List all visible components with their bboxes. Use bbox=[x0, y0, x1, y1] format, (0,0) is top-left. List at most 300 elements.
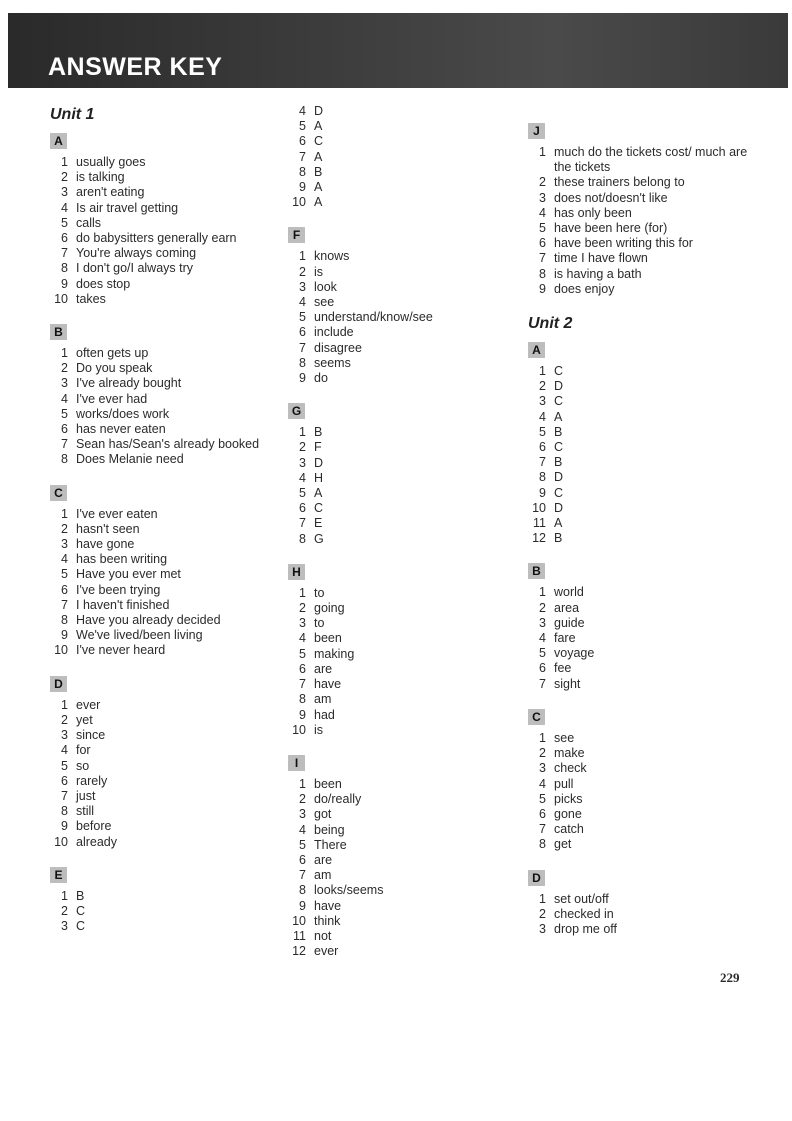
answer-item bbox=[288, 647, 503, 662]
exercise-section bbox=[288, 226, 503, 386]
item-answer: pull bbox=[554, 776, 574, 791]
item-answer: I've already bought bbox=[76, 376, 182, 391]
item-answer: set out/off bbox=[554, 891, 609, 906]
item-number: 1 bbox=[299, 425, 306, 440]
answer-item bbox=[528, 761, 758, 776]
answer-item bbox=[50, 452, 265, 467]
answer-item bbox=[50, 170, 265, 185]
answer-item bbox=[50, 201, 265, 216]
item-number: 1 bbox=[299, 776, 306, 791]
answer-item bbox=[50, 361, 265, 376]
item-answer: B bbox=[554, 424, 563, 439]
answer-item bbox=[528, 585, 758, 600]
item-answer: ever bbox=[76, 697, 101, 712]
item-number: 9 bbox=[299, 180, 306, 195]
answer-item bbox=[528, 410, 758, 425]
item-number: 10 bbox=[54, 643, 68, 658]
item-answer: Have you ever met bbox=[76, 567, 181, 582]
item-answer: usually goes bbox=[76, 155, 146, 169]
item-number: 6 bbox=[299, 134, 306, 149]
item-answer: sight bbox=[554, 676, 581, 691]
answer-item bbox=[288, 486, 503, 501]
item-number: 7 bbox=[539, 676, 546, 691]
item-number: 7 bbox=[61, 246, 68, 261]
item-number: 3 bbox=[539, 190, 546, 205]
item-number: 10 bbox=[292, 722, 306, 737]
item-answer: B bbox=[314, 164, 323, 179]
unit-title: Unit 2 bbox=[528, 315, 573, 333]
item-number: 2 bbox=[299, 601, 306, 616]
answer-item bbox=[50, 292, 265, 307]
answer-item bbox=[50, 522, 265, 537]
item-number: 6 bbox=[61, 773, 68, 788]
item-answer: not bbox=[314, 928, 332, 943]
item-number: 10 bbox=[292, 195, 306, 210]
item-answer: B bbox=[554, 455, 563, 470]
answer-item bbox=[50, 155, 265, 170]
item-answer: fee bbox=[554, 661, 572, 676]
answer-item bbox=[528, 792, 758, 807]
answer-item bbox=[50, 537, 265, 552]
item-answer: B bbox=[76, 888, 85, 903]
item-number: 4 bbox=[61, 200, 68, 215]
item-number: 2 bbox=[61, 361, 68, 376]
item-number: 6 bbox=[299, 852, 306, 867]
answer-item bbox=[528, 145, 758, 175]
exercise-section bbox=[528, 122, 758, 297]
item-answer: checked in bbox=[554, 906, 614, 921]
answer-item bbox=[50, 261, 265, 276]
item-answer: yet bbox=[76, 712, 93, 727]
item-answer: C bbox=[76, 919, 86, 934]
item-number: 3 bbox=[61, 376, 68, 391]
answer-item bbox=[50, 819, 265, 834]
item-answer: look bbox=[314, 279, 337, 294]
item-number: 2 bbox=[299, 792, 306, 807]
exercise-section bbox=[50, 675, 265, 850]
section-label: B bbox=[528, 563, 545, 579]
item-answer: C bbox=[554, 364, 564, 379]
item-answer: gone bbox=[554, 806, 582, 821]
item-answer: D bbox=[554, 500, 564, 515]
item-number: 2 bbox=[539, 175, 546, 190]
item-answer: seems bbox=[314, 355, 351, 370]
answer-item bbox=[50, 407, 265, 422]
item-answer: Do you speak bbox=[76, 361, 153, 376]
answer-item bbox=[50, 835, 265, 850]
answer-item bbox=[288, 532, 503, 547]
answer-item bbox=[528, 837, 758, 852]
section-label: A bbox=[528, 342, 545, 358]
item-number: 8 bbox=[61, 452, 68, 467]
item-answer: area bbox=[554, 600, 580, 615]
answer-item bbox=[288, 823, 503, 838]
answer-item bbox=[528, 646, 758, 661]
item-answer: still bbox=[76, 804, 95, 819]
item-answer: rarely bbox=[76, 773, 108, 788]
item-answer: to bbox=[314, 616, 325, 631]
answer-item bbox=[288, 180, 503, 195]
answer-item bbox=[528, 822, 758, 837]
item-answer: been bbox=[314, 631, 342, 646]
answer-item bbox=[50, 774, 265, 789]
item-number: 8 bbox=[61, 613, 68, 628]
section-label: B bbox=[50, 324, 67, 340]
answer-item bbox=[288, 883, 503, 898]
item-answer: A bbox=[314, 180, 323, 195]
answer-item bbox=[528, 892, 758, 907]
answer-item bbox=[528, 746, 758, 761]
answer-item bbox=[288, 899, 503, 914]
answer-item bbox=[528, 267, 758, 282]
answer-item bbox=[288, 471, 503, 486]
answer-item bbox=[288, 601, 503, 616]
section-label: C bbox=[528, 709, 545, 725]
answer-item bbox=[288, 868, 503, 883]
item-answer: does stop bbox=[76, 276, 131, 291]
item-number: 7 bbox=[61, 597, 68, 612]
exercise-section bbox=[528, 708, 758, 853]
exercise-section bbox=[50, 866, 265, 935]
page-number: 229 bbox=[720, 970, 740, 985]
item-answer: are bbox=[314, 852, 333, 867]
item-number: 11 bbox=[533, 516, 546, 531]
item-answer: world bbox=[554, 585, 584, 600]
item-answer: include bbox=[314, 325, 354, 340]
answer-item bbox=[288, 944, 503, 959]
item-number: 2 bbox=[539, 746, 546, 761]
item-answer: I haven't finished bbox=[76, 597, 170, 612]
item-number: 7 bbox=[299, 149, 306, 164]
item-number: 8 bbox=[61, 804, 68, 819]
answer-item bbox=[528, 731, 758, 746]
item-number: 5 bbox=[539, 646, 546, 661]
answer-item bbox=[288, 104, 503, 119]
item-answer: Does Melanie need bbox=[76, 452, 184, 467]
item-number: 9 bbox=[299, 371, 306, 386]
item-number: 6 bbox=[539, 661, 546, 676]
item-number: 9 bbox=[539, 485, 546, 500]
header-banner bbox=[8, 13, 788, 88]
item-number: 5 bbox=[539, 221, 546, 236]
answer-item bbox=[288, 195, 503, 210]
item-number: 4 bbox=[539, 409, 546, 424]
item-answer: check bbox=[554, 761, 587, 776]
item-number: 6 bbox=[539, 236, 546, 251]
item-answer: ever bbox=[314, 944, 339, 959]
item-number: 4 bbox=[299, 104, 306, 118]
item-answer: catch bbox=[554, 822, 584, 837]
item-answer: going bbox=[314, 601, 345, 616]
item-answer: fare bbox=[554, 631, 576, 646]
item-answer: C bbox=[314, 134, 324, 149]
item-answer: do babysitters generally earn bbox=[76, 231, 237, 246]
item-number: 3 bbox=[539, 921, 546, 936]
item-number: 9 bbox=[299, 707, 306, 722]
answer-item bbox=[288, 249, 503, 264]
answer-item bbox=[528, 455, 758, 470]
item-number: 2 bbox=[299, 440, 306, 455]
answer-item bbox=[50, 277, 265, 292]
item-number: 8 bbox=[299, 883, 306, 898]
answer-item bbox=[288, 792, 503, 807]
answer-item bbox=[528, 616, 758, 631]
item-answer: before bbox=[76, 819, 112, 834]
item-number: 2 bbox=[299, 264, 306, 279]
answer-item bbox=[528, 907, 758, 922]
item-answer: have been writing this for bbox=[554, 236, 693, 251]
item-answer: is talking bbox=[76, 170, 125, 185]
item-number: 4 bbox=[61, 552, 68, 567]
answer-item bbox=[528, 221, 758, 236]
item-answer: see bbox=[314, 295, 335, 310]
item-answer: Is air travel getting bbox=[76, 200, 179, 215]
item-number: 7 bbox=[539, 455, 546, 470]
item-answer: I've been trying bbox=[76, 582, 161, 597]
item-answer: do bbox=[314, 371, 328, 386]
answer-item bbox=[528, 206, 758, 221]
item-answer: since bbox=[76, 728, 106, 743]
item-answer: Have you already decided bbox=[76, 613, 221, 628]
item-number: 4 bbox=[539, 205, 546, 220]
exercise-section bbox=[288, 563, 503, 738]
item-answer: these trainers belong to bbox=[554, 175, 685, 190]
answer-item bbox=[528, 379, 758, 394]
answer-item bbox=[288, 708, 503, 723]
item-number: 8 bbox=[299, 531, 306, 546]
exercise-section bbox=[528, 562, 758, 691]
item-number: 5 bbox=[61, 215, 68, 230]
answer-item bbox=[50, 759, 265, 774]
answer-item bbox=[288, 501, 503, 516]
item-answer: C bbox=[554, 485, 564, 500]
answer-item bbox=[288, 295, 503, 310]
item-number: 6 bbox=[61, 422, 68, 437]
exercise-section bbox=[50, 323, 265, 468]
answer-item bbox=[528, 440, 758, 455]
item-answer: looks/seems bbox=[314, 883, 384, 898]
answer-item bbox=[50, 567, 265, 582]
answer-item bbox=[50, 919, 265, 934]
item-answer: F bbox=[314, 440, 322, 455]
section-label: H bbox=[288, 564, 305, 580]
item-number: 6 bbox=[299, 325, 306, 340]
item-number: 1 bbox=[61, 155, 68, 169]
answer-item bbox=[288, 265, 503, 280]
item-answer: am bbox=[314, 868, 332, 883]
item-answer: A bbox=[314, 486, 323, 501]
item-number: 10 bbox=[54, 834, 68, 849]
answer-item bbox=[528, 531, 758, 546]
item-answer: have bbox=[314, 677, 342, 692]
item-answer: works/does work bbox=[76, 406, 170, 421]
answer-item bbox=[288, 853, 503, 868]
section-label: A bbox=[50, 133, 67, 149]
item-number: 1 bbox=[61, 697, 68, 712]
answer-item bbox=[528, 677, 758, 692]
item-answer: C bbox=[554, 440, 564, 455]
item-answer: am bbox=[314, 692, 332, 707]
item-answer: A bbox=[554, 516, 563, 531]
answer-item bbox=[50, 643, 265, 658]
item-answer: often gets up bbox=[76, 346, 149, 361]
item-number: 2 bbox=[539, 600, 546, 615]
section-label: I bbox=[288, 755, 305, 771]
answer-item bbox=[528, 364, 758, 379]
item-answer: I've never heard bbox=[76, 643, 166, 658]
item-number: 8 bbox=[61, 261, 68, 276]
item-answer: You're always coming bbox=[76, 246, 197, 261]
item-number: 8 bbox=[299, 692, 306, 707]
item-answer: has never eaten bbox=[76, 422, 166, 437]
item-number: 10 bbox=[292, 913, 306, 928]
item-answer: for bbox=[76, 743, 91, 758]
item-answer: drop me off bbox=[554, 921, 618, 936]
item-number: 3 bbox=[539, 394, 546, 409]
item-number: 6 bbox=[299, 661, 306, 676]
item-number: 9 bbox=[61, 819, 68, 834]
item-number: 5 bbox=[299, 837, 306, 852]
item-answer: is bbox=[314, 722, 324, 737]
item-answer: do/really bbox=[314, 792, 362, 807]
exercise-section bbox=[528, 869, 758, 938]
section-label: D bbox=[528, 870, 545, 886]
item-answer: understand/know/see bbox=[314, 310, 433, 325]
section-label: J bbox=[528, 123, 545, 139]
item-answer: guide bbox=[554, 615, 585, 630]
item-answer: had bbox=[314, 707, 335, 722]
item-number: 8 bbox=[539, 470, 546, 485]
item-number: 1 bbox=[539, 730, 546, 745]
answer-item bbox=[288, 134, 503, 149]
answer-item bbox=[288, 677, 503, 692]
item-number: 3 bbox=[61, 919, 68, 934]
unit-title: Unit 1 bbox=[50, 106, 95, 123]
item-number: 10 bbox=[54, 291, 68, 306]
answer-item bbox=[50, 789, 265, 804]
item-answer: There bbox=[314, 837, 347, 852]
answer-item bbox=[288, 662, 503, 677]
answer-item bbox=[50, 889, 265, 904]
column-2 bbox=[288, 104, 503, 975]
item-answer: see bbox=[554, 730, 575, 745]
item-answer: disagree bbox=[314, 340, 362, 355]
item-answer: have gone bbox=[76, 537, 135, 552]
item-answer: takes bbox=[76, 291, 106, 306]
item-number: 3 bbox=[539, 761, 546, 776]
item-answer: A bbox=[314, 149, 323, 164]
answer-item bbox=[528, 236, 758, 251]
item-answer: make bbox=[554, 746, 585, 761]
answer-item bbox=[528, 631, 758, 646]
item-answer: are bbox=[314, 661, 333, 676]
item-number: 3 bbox=[299, 807, 306, 822]
answer-item bbox=[288, 616, 503, 631]
answer-item bbox=[50, 437, 265, 452]
item-answer: D bbox=[554, 470, 564, 485]
item-number: 4 bbox=[539, 631, 546, 646]
item-number: 4 bbox=[299, 470, 306, 485]
answer-item bbox=[50, 598, 265, 613]
answer-item bbox=[528, 394, 758, 409]
item-number: 1 bbox=[539, 145, 546, 159]
item-number: 7 bbox=[539, 822, 546, 837]
item-number: 6 bbox=[539, 806, 546, 821]
item-number: 9 bbox=[539, 281, 546, 296]
answer-item bbox=[50, 507, 265, 522]
item-answer: D bbox=[314, 455, 324, 470]
answer-item bbox=[288, 692, 503, 707]
section-label: D bbox=[50, 676, 67, 692]
answer-item bbox=[288, 516, 503, 531]
section-label: C bbox=[50, 485, 67, 501]
answer-item bbox=[288, 325, 503, 340]
item-answer: A bbox=[554, 409, 563, 424]
answer-item bbox=[50, 392, 265, 407]
item-number: 2 bbox=[61, 712, 68, 727]
item-answer: I've ever had bbox=[76, 391, 148, 406]
item-answer: already bbox=[76, 834, 117, 849]
answer-item bbox=[528, 470, 758, 485]
section-label: E bbox=[50, 867, 67, 883]
item-answer: A bbox=[314, 119, 323, 134]
item-number: 1 bbox=[299, 249, 306, 264]
item-answer: Sean has/Sean's already booked bbox=[76, 437, 260, 452]
answer-item bbox=[288, 807, 503, 822]
item-answer: We've lived/been living bbox=[76, 628, 203, 643]
item-number: 2 bbox=[539, 906, 546, 921]
answer-item bbox=[50, 728, 265, 743]
answer-item bbox=[288, 371, 503, 386]
answer-item bbox=[528, 807, 758, 822]
item-number: 6 bbox=[61, 582, 68, 597]
item-number: 10 bbox=[532, 500, 546, 515]
answer-item bbox=[288, 838, 503, 853]
item-number: 4 bbox=[539, 776, 546, 791]
item-number: 6 bbox=[539, 440, 546, 455]
item-number: 12 bbox=[292, 944, 306, 959]
item-number: 4 bbox=[299, 822, 306, 837]
item-answer: G bbox=[314, 531, 324, 546]
answer-item bbox=[288, 119, 503, 134]
answer-item bbox=[50, 628, 265, 643]
exercise-section bbox=[50, 132, 265, 307]
item-number: 7 bbox=[61, 788, 68, 803]
exercise-section bbox=[528, 341, 758, 546]
item-number: 5 bbox=[299, 119, 306, 134]
item-number: 1 bbox=[61, 506, 68, 521]
item-number: 5 bbox=[61, 567, 68, 582]
answer-item bbox=[288, 280, 503, 295]
item-number: 4 bbox=[61, 391, 68, 406]
answer-item bbox=[50, 185, 265, 200]
item-answer: much do the tickets cost/ much are the tickets bbox=[554, 145, 748, 175]
answer-item bbox=[50, 698, 265, 713]
item-answer: H bbox=[314, 470, 324, 485]
item-answer: have bbox=[314, 898, 342, 913]
answer-item bbox=[528, 251, 758, 266]
answer-item bbox=[50, 613, 265, 628]
item-answer: just bbox=[76, 788, 96, 803]
answer-item bbox=[50, 422, 265, 437]
item-number: 4 bbox=[299, 295, 306, 310]
item-number: 3 bbox=[61, 537, 68, 552]
answer-item bbox=[528, 661, 758, 676]
item-number: 12 bbox=[532, 531, 546, 546]
item-answer: B bbox=[314, 425, 323, 440]
item-answer: picks bbox=[554, 791, 583, 806]
answer-item bbox=[50, 743, 265, 758]
